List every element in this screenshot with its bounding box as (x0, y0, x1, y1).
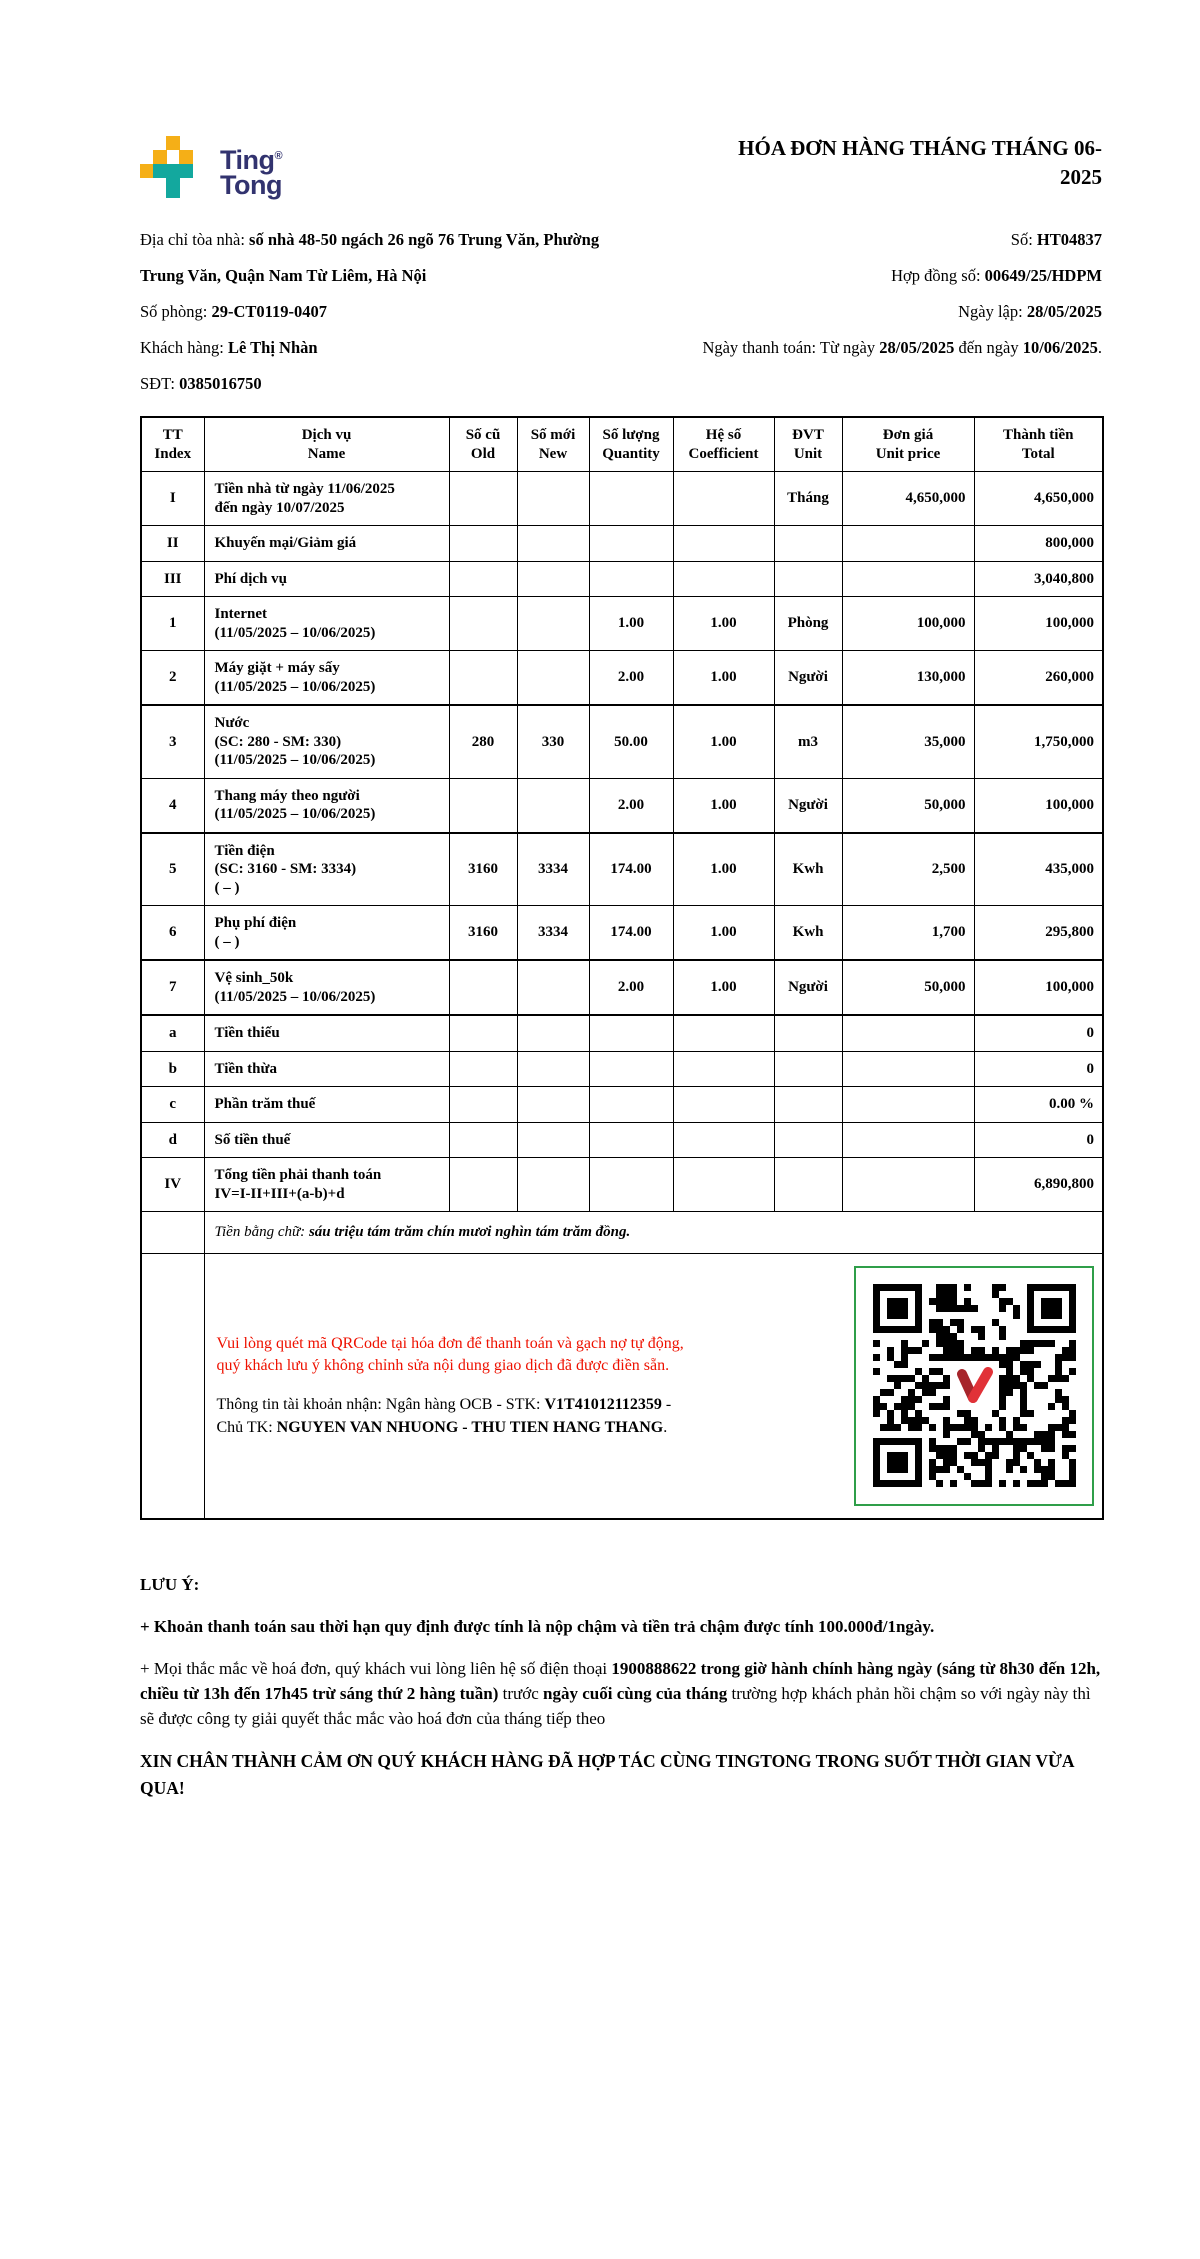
table-row (141, 833, 1103, 906)
cell-unit-price: 50,000 (842, 960, 974, 1015)
cell-total: 0 (974, 1051, 1103, 1087)
cell-service-name: Tiền thiếu (204, 1015, 449, 1051)
text-part: - Chủ TK: (216, 1395, 672, 1436)
cell-unit: Người (774, 960, 842, 1015)
logo-pixel (166, 136, 180, 150)
cell-new (517, 561, 589, 597)
cell-total: 260,000 (974, 651, 1103, 706)
cell-service-name: Phí dịch vụ (204, 561, 449, 597)
cell-service-name: Internet (11/05/2025 – 10/06/2025) (204, 597, 449, 651)
cell-old (449, 960, 517, 1015)
meta-left (140, 366, 262, 402)
cell-service-name: Nước (SC: 280 - SM: 330) (11/05/2025 – 10/06/2025) (204, 705, 449, 778)
cell-coefficient: 1.00 (673, 960, 774, 1015)
cell-old: 3160 (449, 833, 517, 906)
cell-total: 100,000 (974, 960, 1103, 1015)
text-part: Hợp đồng số: (891, 266, 985, 285)
cell-service-name: Phần trăm thuế (204, 1087, 449, 1123)
brand-line1: Ting (220, 145, 275, 175)
column-header: ĐVT Unit (774, 417, 842, 472)
cell-old (449, 1087, 517, 1123)
table-row (141, 960, 1103, 1015)
payment-text (217, 1333, 689, 1439)
cell-service-name: Tiền nhà từ ngày 11/06/2025 đến ngày 10/07/2025 (204, 472, 449, 526)
qr-row (141, 1253, 1103, 1519)
cell-index: 2 (141, 651, 204, 706)
cell-coefficient (673, 1087, 774, 1123)
invoice-table (140, 416, 1104, 1520)
text-part: số nhà 48-50 ngách 26 ngõ 76 Trung Văn, Phường (249, 230, 600, 249)
table-row (141, 651, 1103, 706)
cell-coefficient (673, 526, 774, 562)
meta-right (1011, 222, 1102, 258)
meta-left (140, 294, 327, 330)
cell-service-name: Số tiền thuế (204, 1122, 449, 1158)
cell-service-name: Tiền điện (SC: 3160 - SM: 3334) ( – ) (204, 833, 449, 906)
cell-index: 4 (141, 778, 204, 833)
cell-index: 3 (141, 705, 204, 778)
cell-quantity: 174.00 (589, 833, 673, 906)
cell-unit (774, 1122, 842, 1158)
amount-in-words-label: Tiền bằng chữ: (214, 1224, 309, 1240)
cell-index: 6 (141, 906, 204, 961)
text-part: 0385016750 (179, 374, 262, 393)
text-part: Khách hàng: (140, 338, 228, 357)
cell-quantity (589, 1158, 673, 1212)
text-part: . (1097, 338, 1102, 357)
cell-unit-price (842, 1015, 974, 1051)
text-part: trường hợp khách phản hồi chậm so với ngày này thì sẽ được công ty giải quyết thắc mắc vào hoá đơn của tháng tiếp theo (140, 1683, 1091, 1728)
cell-coefficient: 1.00 (673, 705, 774, 778)
cell-unit-price (842, 526, 974, 562)
cell-index: 5 (141, 833, 204, 906)
cell-old (449, 1122, 517, 1158)
text-part: 1900888622 trong giờ hành chính hàng ngày (sáng từ 8h30 đến 12h, chiều từ 13h đến 17h45 trừ sáng thứ 2 hàng tuần) (140, 1658, 1101, 1703)
table-row (141, 705, 1103, 778)
cell-coefficient (673, 1158, 774, 1212)
cell-index: III (141, 561, 204, 597)
tingtong-logo (140, 136, 282, 200)
cell-unit (774, 1015, 842, 1051)
text-part: . (663, 1418, 668, 1436)
text-part: 29-CT0119-0407 (211, 302, 328, 321)
table-row (141, 778, 1103, 833)
cell-index: II (141, 526, 204, 562)
meta-row (140, 222, 1102, 258)
table-row (141, 1158, 1103, 1212)
note-late-fee: + Khoản thanh toán sau thời hạn quy định được tính là nộp chậm và tiền trả chậm được tính 100.000đ/1ngày. (140, 1616, 935, 1636)
cell-coefficient: 1.00 (673, 651, 774, 706)
cell-old (449, 1051, 517, 1087)
registered-mark: ® (274, 150, 283, 162)
text-part: V1T41012112359 (544, 1395, 662, 1413)
cell-total: 435,000 (974, 833, 1103, 906)
account-info (217, 1393, 689, 1439)
table-row (141, 526, 1103, 562)
cell-quantity (589, 1051, 673, 1087)
logo-pixel (140, 164, 154, 178)
cell-quantity: 174.00 (589, 906, 673, 961)
cell-total: 1,750,000 (974, 705, 1103, 778)
meta-right (958, 294, 1102, 330)
column-header: Dịch vụ Name (204, 417, 449, 472)
text-part: đến ngày (954, 338, 1023, 357)
notes-heading: LƯU Ý: (140, 1574, 200, 1594)
cell-old (449, 561, 517, 597)
cell-index: b (141, 1051, 204, 1087)
cell-coefficient (673, 1051, 774, 1087)
cell-coefficient (673, 1015, 774, 1051)
cell-unit-price: 130,000 (842, 651, 974, 706)
cell-index: 1 (141, 597, 204, 651)
text-part: trước (498, 1683, 544, 1703)
table-row (141, 1087, 1103, 1123)
cell-quantity: 2.00 (589, 960, 673, 1015)
cell-unit (774, 1087, 842, 1123)
table-row (141, 561, 1103, 597)
cell-new (517, 1015, 589, 1051)
cell-total: 800,000 (974, 526, 1103, 562)
meta-right (702, 330, 1102, 366)
cell-coefficient: 1.00 (673, 906, 774, 961)
cell-new (517, 1087, 589, 1123)
cell-new (517, 1122, 589, 1158)
table-row (141, 1051, 1103, 1087)
cell-total: 100,000 (974, 778, 1103, 833)
invoice-meta (140, 222, 1102, 402)
cell-unit-price: 1,700 (842, 906, 974, 961)
cell-unit (774, 561, 842, 597)
column-header: TT Index (141, 417, 204, 472)
cell-service-name: Tiền thừa (204, 1051, 449, 1087)
cell-unit-price: 50,000 (842, 778, 974, 833)
table-header-row (141, 417, 1103, 472)
qr-code (854, 1266, 1094, 1506)
vietqr-v-icon (951, 1363, 997, 1409)
text-part: 10/06/2025 (1022, 338, 1098, 357)
text-part: HT04837 (1036, 230, 1102, 249)
cell-index: I (141, 472, 204, 526)
meta-row (140, 366, 1102, 402)
cell-total: 295,800 (974, 906, 1103, 961)
invoice-title-line1: HÓA ĐƠN HÀNG THÁNG THÁNG 06- (738, 136, 1102, 160)
cell-unit-price (842, 1122, 974, 1158)
table-row (141, 472, 1103, 526)
meta-row (140, 258, 1102, 294)
logo-pixel (153, 164, 193, 178)
cell-total: 3,040,800 (974, 561, 1103, 597)
meta-row (140, 294, 1102, 330)
cell-service-name: Tổng tiền phải thanh toán IV=I-II+III+(a-b)+d (204, 1158, 449, 1212)
table-row (141, 597, 1103, 651)
logo-pixel (153, 150, 167, 164)
cell-total: 0 (974, 1015, 1103, 1051)
cell-new (517, 472, 589, 526)
meta-left (140, 222, 599, 258)
table-row (141, 1015, 1103, 1051)
invoice-title-line2: 2025 (1060, 165, 1102, 189)
amount-in-words-row (141, 1212, 1103, 1254)
cell-quantity: 2.00 (589, 651, 673, 706)
qr-instruction: Vui lòng quét mã QRCode tại hóa đơn để thanh toán và gạch nợ tự động, quý khách lưu ý không chỉnh sửa nội dung giao dịch đã được điền sẵn. (216, 1334, 684, 1374)
text-part: ngày cuối cùng của tháng (543, 1683, 728, 1703)
meta-right (891, 258, 1102, 294)
cell-coefficient: 1.00 (673, 778, 774, 833)
cell-unit-price: 100,000 (842, 597, 974, 651)
text-part: 00649/25/HDPM (984, 266, 1102, 285)
text-part: Ngày lập: (958, 302, 1027, 321)
column-header: Số mới New (517, 417, 589, 472)
cell-service-name: Phụ phí điện ( – ) (204, 906, 449, 961)
column-header: Hệ số Coefficient (673, 417, 774, 472)
text-part: + Mọi thắc mắc về hoá đơn, quý khách vui lòng liên hệ số điện thoại (140, 1658, 612, 1678)
note-contact (140, 1656, 1102, 1731)
invoice-header (140, 136, 1102, 200)
cell-quantity: 1.00 (589, 597, 673, 651)
cell-unit (774, 1051, 842, 1087)
cell-quantity (589, 561, 673, 597)
tingtong-logo-icon (140, 136, 206, 200)
text-part: Trung Văn, Quận Nam Từ Liêm, Hà Nội (140, 266, 427, 285)
cell-quantity (589, 526, 673, 562)
text-part: SĐT: (140, 374, 180, 393)
cell-new: 3334 (517, 906, 589, 961)
cell-unit-price (842, 1087, 974, 1123)
cell-old (449, 597, 517, 651)
cell-old (449, 526, 517, 562)
cell-new (517, 597, 589, 651)
column-header: Thành tiền Total (974, 417, 1103, 472)
cell-new (517, 778, 589, 833)
text-part: Số phòng: (140, 302, 212, 321)
cell-unit: Người (774, 651, 842, 706)
cell-unit: Kwh (774, 906, 842, 961)
notes-section (140, 1572, 1102, 1802)
cell-service-name: Thang máy theo người (11/05/2025 – 10/06/2025) (204, 778, 449, 833)
cell-unit-price (842, 1158, 974, 1212)
cell-unit-price: 4,650,000 (842, 472, 974, 526)
cell-old (449, 1158, 517, 1212)
cell-coefficient (673, 472, 774, 526)
text-part: Ngày thanh toán: Từ ngày (702, 338, 880, 357)
cell-quantity: 50.00 (589, 705, 673, 778)
text-part: 28/05/2025 (1026, 302, 1102, 321)
cell-new (517, 1158, 589, 1212)
text-part: 28/05/2025 (879, 338, 955, 357)
cell-new (517, 526, 589, 562)
cell-unit: Phòng (774, 597, 842, 651)
cell-index: IV (141, 1158, 204, 1212)
amount-in-words-cell (204, 1212, 1103, 1254)
column-header: Đơn giá Unit price (842, 417, 974, 472)
cell-unit: m3 (774, 705, 842, 778)
cell-quantity (589, 472, 673, 526)
text-part: Số: (1010, 230, 1037, 249)
table-row (141, 906, 1103, 961)
table-row (141, 1122, 1103, 1158)
meta-row (140, 330, 1102, 366)
cell-total: 0 (974, 1122, 1103, 1158)
cell-coefficient: 1.00 (673, 833, 774, 906)
cell-unit (774, 1158, 842, 1212)
cell-service-name: Khuyến mại/Giảm giá (204, 526, 449, 562)
cell-old: 3160 (449, 906, 517, 961)
cell-service-name: Vệ sinh_50k (11/05/2025 – 10/06/2025) (204, 960, 449, 1015)
cell-coefficient (673, 561, 774, 597)
cell-new (517, 1051, 589, 1087)
cell-coefficient (673, 1122, 774, 1158)
cell-index: d (141, 1122, 204, 1158)
meta-left (140, 330, 318, 366)
cell-index: c (141, 1087, 204, 1123)
text-part: Lê Thị Nhàn (227, 338, 318, 357)
brand-wordmark (220, 144, 282, 198)
meta-left (140, 258, 426, 294)
cell-old (449, 1015, 517, 1051)
cell-unit-price: 2,500 (842, 833, 974, 906)
cell-quantity (589, 1087, 673, 1123)
cell-unit: Tháng (774, 472, 842, 526)
brand-line2: Tong (220, 170, 282, 200)
invoice-title (662, 134, 1102, 192)
column-header: Số cũ Old (449, 417, 517, 472)
cell-unit-price (842, 561, 974, 597)
cell-old (449, 778, 517, 833)
cell-index: a (141, 1015, 204, 1051)
cell-new: 3334 (517, 833, 589, 906)
column-header: Số lượng Quantity (589, 417, 673, 472)
logo-pixel (179, 150, 193, 164)
cell-coefficient: 1.00 (673, 597, 774, 651)
cell-quantity (589, 1015, 673, 1051)
text-part: NGUYEN VAN NHUONG - THU TIEN HANG THANG (276, 1418, 664, 1436)
qr-payment-cell (204, 1253, 1103, 1519)
cell-old: 280 (449, 705, 517, 778)
cell-total: 6,890,800 (974, 1158, 1103, 1212)
cell-new: 330 (517, 705, 589, 778)
cell-empty (141, 1212, 204, 1254)
cell-old (449, 472, 517, 526)
cell-unit-price: 35,000 (842, 705, 974, 778)
amount-in-words-value: sáu triệu tám trăm chín mươi nghìn tám trăm đồng. (308, 1224, 631, 1240)
cell-quantity: 2.00 (589, 778, 673, 833)
cell-service-name: Máy giặt + máy sấy (11/05/2025 – 10/06/2025) (204, 651, 449, 706)
cell-quantity (589, 1122, 673, 1158)
cell-total: 100,000 (974, 597, 1103, 651)
cell-unit-price (842, 1051, 974, 1087)
note-thanks: XIN CHÂN THÀNH CẢM ƠN QUÝ KHÁCH HÀNG ĐÃ HỢP TÁC CÙNG TINGTONG TRONG SUỐT THỜI GIAN VỪA QUA! (140, 1750, 1074, 1798)
cell-total: 4,650,000 (974, 472, 1103, 526)
cell-new (517, 651, 589, 706)
cell-unit (774, 526, 842, 562)
logo-pixel (166, 178, 180, 198)
cell-unit: Kwh (774, 833, 842, 906)
text-part: Địa chỉ tòa nhà: (140, 230, 250, 249)
text-part: Thông tin tài khoản nhận: Ngân hàng OCB - STK: (216, 1395, 545, 1413)
cell-empty (141, 1253, 204, 1519)
cell-old (449, 651, 517, 706)
cell-unit: Người (774, 778, 842, 833)
cell-total: 0.00 % (974, 1087, 1103, 1123)
cell-index: 7 (141, 960, 204, 1015)
cell-new (517, 960, 589, 1015)
